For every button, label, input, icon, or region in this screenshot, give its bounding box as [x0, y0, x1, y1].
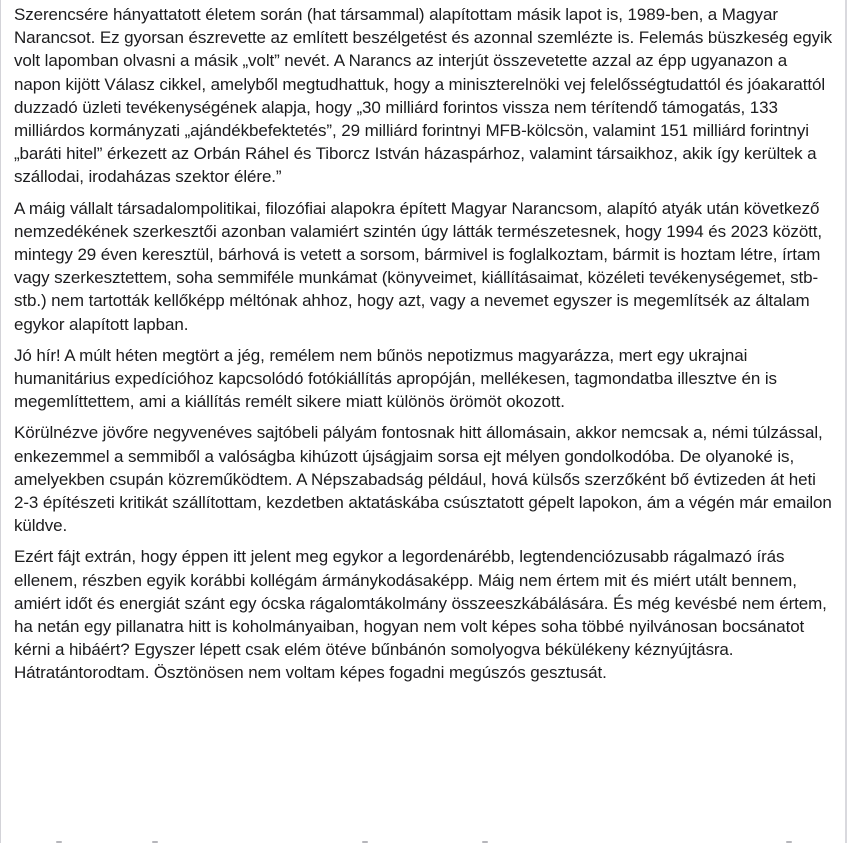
paragraph: Szerencsére hányattatott életem során (hat társammal) alapítottam másik lapot is, 1989-ben, a Magyar Narancsot. Ez gyorsan észrevette az említett beszélgetést és azonnal szemlézte is. Felemás büszkeség egyik volt lapomban olvasni a másik „volt” nevét. A Narancs az interjút összevetette azzal az épp ugyanazon a napon kijött Válasz cikkel, amelyből megtudhattuk, hogy a miniszterelnöki vej felelősségtudattól és jóakarattól duzzadó üzleti tevékenységének alapja, hogy „30 milliárd forintos vissza nem térítendő támogatás, 133 milliárdos kormányzati „ajándékbefektetés”, 29 milliárd forintnyi MFB-kölcsön, valamint 151 milliárd forintnyi „baráti hitel” érkezett az Orbán Ráhel és Tiborcz István házaspárhoz, valamint társaikhoz, akik így kerültek a szállodai, irodaházas szektor élére.” — [14, 5, 833, 187]
paragraph: A máig vállalt társadalompolitikai, filozófiai alapokra épített Magyar Narancsom, alapító atyák után következő nemzedékének szerkesztői azonban valamiért szintén úgy látták természetesnek, hogy 1994 és 2023 között, mintegy 29 éven keresztül, bárhová is vetett a sorsom, bármivel is foglalkoztam, bármit is hoztam létre, írtam vagy szerkesztettem, soha semmiféle munkámat (könyveimet, kiállításaimat, közéleti tevékenységemet, stb-stb.) nem tartották kellőképp méltónak ahhoz, hogy azt, vagy a nevemet egyszer is megemlítsék az általam egykor alapított lapban. — [14, 198, 823, 334]
paragraph: Ezért fájt extrán, hogy éppen itt jelent meg egykor a legordenárébb, legtendenciózusabb rágalmazó írás ellenem, részben egyik korábbi kollégám ármánykodásaképp. Máig nem értem mit és miért utált bennem, amiért időt és energiát szánt egy ócska rágalomtákolmány összeeszkábálására. És még kevésbé nem értem, ha netán egy pillanatra hitt is koholmányaiban, hogyan nem volt képes soha többé nyilvánosan bocsánatot kérni a hibáért? Egyszer lépett csak elém ötéve bűnbánón somolyogva békülékeny kéznyújtásra. Hátratántorodtam. Ösztönösen nem voltam képes fogadni megúszós gesztusát. — [14, 547, 827, 683]
paragraph: Jó hír! A múlt héten megtört a jég, remélem nem bűnös nepotizmus magyarázza, mert egy ukrajnai humanitárius expedícióhoz kapcsolódó fotókiállítás apropóján, mellékesen, tagmondatba illesztve én is megemlíttettem, ami a kiállítás remélt sikere miatt különös örömöt okozott. — [14, 345, 777, 412]
article-text — [1, 0, 847, 693]
paragraph: Körülnézve jövőre negyvenéves sajtóbeli pályám fontosnak hitt állomásain, akkor nemcsak a, némi túlzással, enkezemmel a semmiből a valóságba kihúzott újságjaim sorsa ejt mélyen gondolkodóba. De olyanoké is, amelyekben csupán közreműködtem. A Népszabadság például, hová külsős szerzőként bő évtizeden át heti 2-3 építészeti kritikát szállítottam, kezdetben aktatáskába csúsztatott gépelt lapokon, ám a végén már emailon küldve. — [14, 423, 832, 536]
